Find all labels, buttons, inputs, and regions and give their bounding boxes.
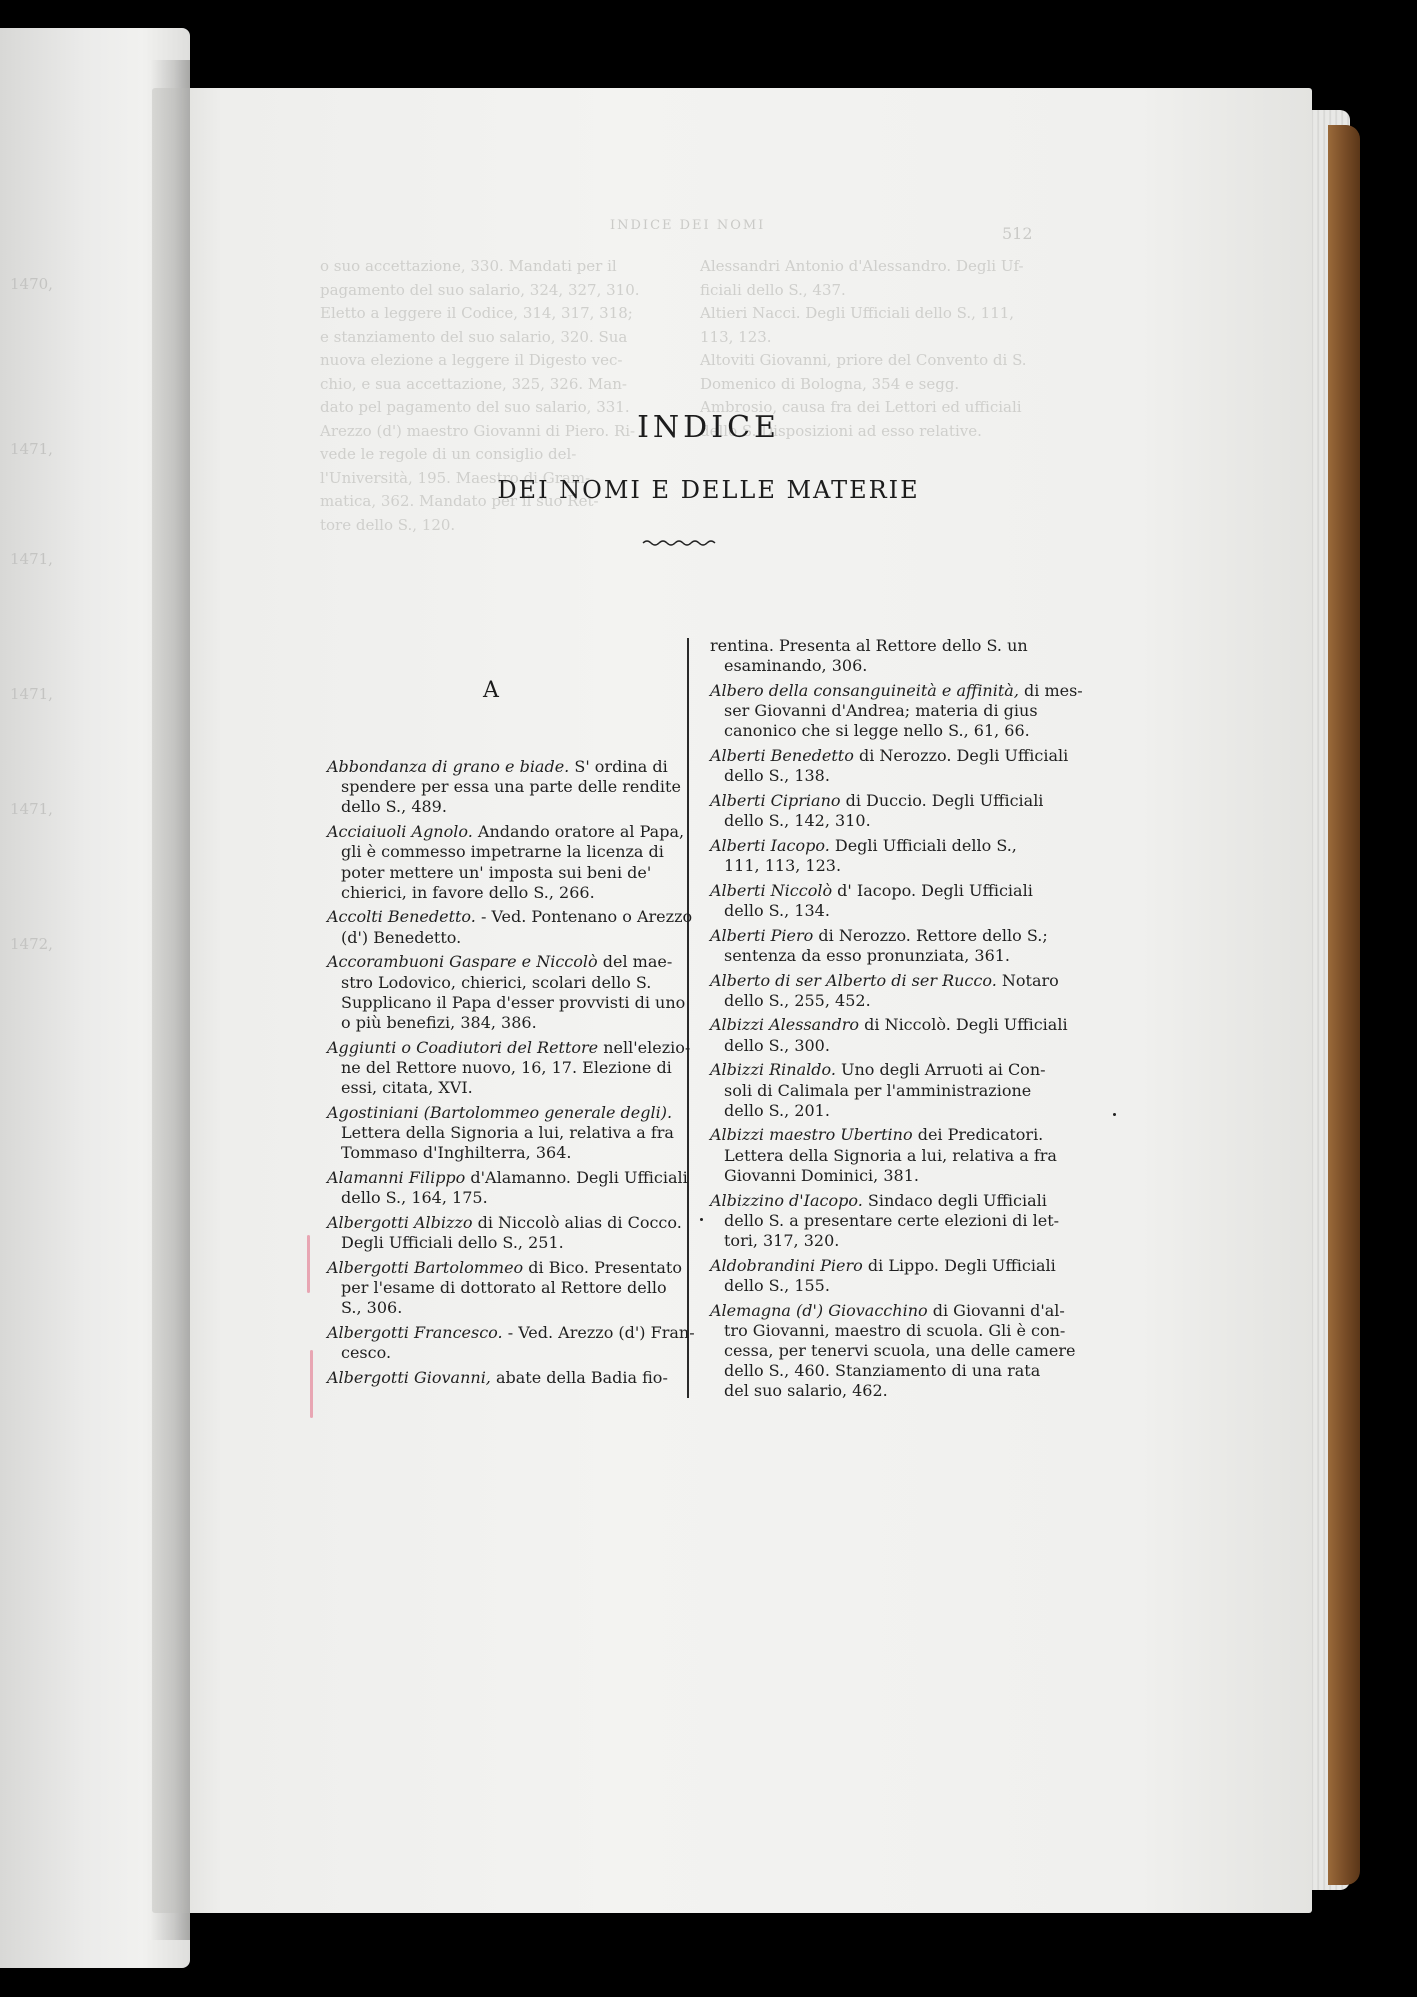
index-entry-line (327, 1233, 667, 1253)
index-entry (710, 1060, 1046, 1121)
index-entry (710, 1125, 1057, 1186)
index-entry-text: dello S., 201. (724, 1100, 830, 1120)
index-entry-line (327, 1078, 667, 1098)
index-entry-text: essi, citata, XVI. (341, 1078, 473, 1098)
showthrough-text-right: Alessandri Antonio d'Alessandro. Degli Uf- ficiali dello S., 437. Altieri Nacci. Degli Ufficiali dello S., 111, 113, 123. Altoviti Giovanni, priore del Convento di S. Domenico di Bologna, 354 e segg. Ambrosio, causa fra dei Lettori ed ufficiali dello S. Disposizioni ad esso relative. (700, 257, 1027, 440)
index-entry-line (710, 1300, 1065, 1321)
index-entry-heading: Alberti Cipriano (710, 790, 841, 810)
book-cover-edge (1328, 125, 1360, 1885)
index-entry-text: - Ved. Pontenano o Arezzo (475, 907, 693, 927)
index-entry-text: Notaro (996, 970, 1059, 990)
index-entry-text: rentina. Presenta al Rettore dello S. un (710, 636, 1028, 655)
index-entry-heading: Alberti Niccolò (710, 880, 833, 900)
index-entry-line (327, 863, 667, 883)
index-entry-line (327, 952, 673, 972)
index-entry-line (327, 1212, 682, 1233)
index-entry-text: stro Lodovico, chierici, scolari dello S. (341, 972, 652, 992)
index-entry-text: dello S. a presentare certe elezioni di let- (724, 1210, 1060, 1230)
index-entry-text: di Giovanni d'al- (927, 1300, 1065, 1320)
index-entry (327, 1037, 691, 1099)
red-pencil-mark (307, 1235, 310, 1293)
spine-shadow (150, 60, 190, 1940)
index-entry-line (327, 992, 686, 1013)
index-entry (710, 1015, 1068, 1055)
index-column-right (710, 636, 1083, 1406)
index-entry-text: Andando oratore al Papa, (472, 822, 685, 842)
left-page-bleed: 1472, (10, 935, 53, 953)
index-entry-text: nell'elezio- (598, 1037, 691, 1057)
index-entry-heading: Aggiunti o Coadiutori del Rettore (327, 1037, 599, 1057)
index-entry-text: - Ved. Arezzo (d') Fran- (502, 1322, 695, 1342)
index-entry-line (327, 928, 667, 948)
index-entry-heading: Alemagna (d') Giovacchino (710, 1300, 928, 1320)
index-entry-text: dei Predicatori. (912, 1125, 1044, 1145)
index-entry-text: d'Alamanno. Degli Ufficiali (465, 1167, 688, 1187)
index-entry-text: cesco. (341, 1342, 392, 1362)
index-entry-text: 111, 113, 123. (724, 856, 842, 876)
index-entry-line (710, 1255, 1056, 1276)
index-entry-text: Giovanni Dominici, 381. (724, 1165, 919, 1185)
ink-speck (1113, 1113, 1116, 1116)
index-entry-text: sentenza da esso pronunziata, 361. (724, 945, 1011, 965)
index-entry-text: dello S., 164, 175. (341, 1188, 488, 1208)
index-entry-line (710, 836, 1040, 856)
index-entry-text: Degli Ufficiali dello S., 251. (341, 1232, 564, 1252)
index-entry-heading: Alberto di ser Alberto di ser Rucco. (710, 970, 997, 990)
index-entry-line (327, 883, 667, 903)
index-entry-line (710, 636, 1040, 656)
index-entry-line (710, 1101, 1040, 1121)
left-page-bleed: 1471, (10, 440, 53, 458)
left-page-bleed: 1471, (10, 550, 53, 568)
index-entry (710, 1190, 1060, 1252)
page-title: INDICE (637, 410, 780, 445)
showthrough-page-number: 512 (1002, 224, 1033, 243)
index-entry-text: di Duccio. Degli Ufficiali (840, 790, 1044, 810)
page-subtitle: DEI NOMI E DELLE MATERIE (497, 476, 920, 504)
index-entry-line (327, 842, 667, 862)
wave-ornament-icon (641, 538, 719, 548)
index-entry-text: Degli Ufficiali dello S., (829, 835, 1017, 855)
index-entry (710, 970, 1059, 1011)
index-entry-line (710, 1036, 1040, 1056)
index-entry-line (327, 1037, 691, 1058)
index-entry-heading: Albizzi Alessandro (710, 1015, 860, 1035)
index-entry (327, 1322, 695, 1363)
index-entry-line (327, 797, 667, 817)
index-entry-line (710, 656, 1040, 676)
index-entry-line (710, 1361, 1040, 1381)
index-entry-line (327, 973, 667, 993)
index-entry-text: di Niccolò. Degli Ufficiali (859, 1015, 1068, 1035)
index-entry-text: chierici, in favore dello S., 266. (341, 882, 595, 902)
index-entry-line (710, 881, 1040, 901)
index-entry-line (327, 1322, 695, 1343)
index-entry (710, 680, 1083, 742)
index-entry-text: poter mettere un' imposta sui beni de' (341, 862, 652, 882)
index-entry-text: ser Giovanni d'Andrea; materia di gius (724, 701, 1038, 721)
index-entry-line (710, 901, 1040, 921)
index-entry-text: Sindaco degli Ufficiali (862, 1190, 1047, 1210)
index-column-left (327, 757, 695, 1392)
index-entry-text: d' Iacopo. Degli Ufficiali (832, 880, 1033, 900)
index-entry-text: dello S., 142, 310. (724, 811, 871, 831)
index-entry-line (327, 1278, 667, 1298)
index-entry-line (327, 822, 685, 842)
index-entry-heading: Albizzi maestro Ubertino (710, 1125, 913, 1145)
index-entry-text: di Nerozzo. Rettore dello S.; (813, 925, 1048, 945)
index-entry-line (710, 680, 1083, 701)
index-entry-heading: Acciaiuoli Agnolo. (327, 822, 473, 842)
index-entry-text: dello S., 155. (724, 1275, 830, 1295)
index-entry-line (327, 757, 667, 777)
index-entry-heading: Albizzi Rinaldo. (710, 1060, 836, 1080)
index-entry-text: S., 306. (341, 1298, 403, 1318)
showthrough-header: INDICE DEI NOMI (610, 218, 766, 233)
index-entry-text: esaminando, 306. (724, 656, 868, 676)
index-entry-text: cessa, per tenervi scuola, una delle camere (724, 1341, 1076, 1360)
index-entry-line (327, 1057, 672, 1078)
index-entry-line (710, 1145, 1057, 1166)
index-entry (327, 757, 681, 818)
index-entry-line (710, 1381, 1040, 1401)
index-entry-heading: Alberti Piero (710, 925, 814, 945)
index-entry-heading: Aldobrandini Piero (710, 1255, 863, 1275)
index-entry-text: gli è commesso impetrarne la licenza di (341, 842, 664, 862)
index-entry (710, 925, 1048, 966)
index-entry-text: di mes- (1018, 680, 1083, 700)
index-entry-line (327, 1257, 682, 1278)
index-entry-text: tori, 317, 320. (724, 1230, 840, 1250)
index-entry-heading: Albergotti Giovanni, (327, 1367, 491, 1387)
index-entry-heading: Albergotti Bartolommeo (327, 1257, 524, 1277)
index-entry (710, 746, 1069, 786)
index-entry-line (327, 1343, 667, 1363)
index-entry-line (710, 701, 1040, 721)
index-entry-line (710, 1276, 1040, 1296)
index-entry-text: di Niccolò alias di Cocco. (472, 1212, 682, 1232)
index-entry-text: canonico che si legge nello S., 61, 66. (724, 721, 1030, 741)
index-entry-text: Tommaso d'Inghilterra, 364. (341, 1143, 572, 1163)
index-entry-text: per l'esame di dottorato al Rettore dello (341, 1277, 667, 1297)
index-entry-line (327, 1368, 667, 1388)
index-entry-line (710, 1341, 1076, 1361)
index-entry (327, 822, 685, 903)
ink-speck (700, 1218, 703, 1221)
index-entry-line (710, 1231, 1040, 1251)
index-entry-line (710, 766, 1040, 786)
red-pencil-mark (310, 1350, 313, 1418)
index-entry-heading: Agostiniani (Bartolommeo generale degli). (327, 1102, 673, 1122)
index-entry (710, 836, 1040, 876)
index-entry-line (710, 970, 1059, 991)
index-entry-text: del mae- (597, 952, 673, 972)
index-entry-line (327, 1298, 667, 1318)
index-entry-text: soli di Calimala per l'amministrazione (724, 1080, 1032, 1100)
index-entry-text: di Bico. Presentato (523, 1257, 682, 1277)
left-page-bleed: 1471, (10, 685, 53, 703)
index-entry-text: ne del Rettore nuovo, 16, 17. Elezione di (341, 1057, 672, 1077)
index-entry (710, 1255, 1056, 1296)
index-entry-heading: Accolti Benedetto. (327, 907, 476, 927)
index-entry-line (710, 721, 1040, 741)
section-letter: A (483, 678, 499, 703)
index-entry-line (710, 811, 1040, 831)
index-entry-heading: Accorambuoni Gaspare e Niccolò (327, 952, 598, 972)
index-entry-heading: Albizzino d'Iacopo. (710, 1190, 863, 1210)
index-entry-line (710, 1081, 1040, 1101)
index-entry-line (710, 746, 1069, 766)
index-entry-heading: Albergotti Francesco. (327, 1322, 503, 1342)
index-entry-line (327, 1013, 667, 1033)
index-entry-line (327, 1167, 688, 1188)
index-entry (710, 790, 1044, 831)
index-entry-line (327, 1122, 674, 1143)
index-entry-text: di Lippo. Degli Ufficiali (862, 1255, 1056, 1275)
index-entry-text: Uno degli Arruoti ai Con- (835, 1060, 1046, 1080)
index-entry-heading: Abbondanza di grano e biade. (327, 757, 570, 776)
index-entry-line (710, 946, 1040, 966)
index-entry-line (327, 907, 693, 927)
index-entry-heading: Alberti Iacopo. (710, 835, 830, 855)
index-entry (327, 952, 686, 1033)
index-entry-text: Lettera della Signoria a lui, relativa a fra (341, 1122, 674, 1142)
index-entry-line (710, 1210, 1060, 1231)
index-entry (327, 907, 693, 947)
index-entry-text: dello S., 134. (724, 900, 830, 920)
index-entry-text: di Nerozzo. Degli Ufficiali (853, 746, 1069, 766)
index-entry-line (710, 1166, 1040, 1186)
index-entry-text: dello S., 300. (724, 1035, 830, 1055)
index-entry-line (710, 991, 1040, 1011)
index-entry-heading: Albergotti Albizzo (327, 1212, 473, 1232)
showthrough-text-left: o suo accettazione, 330. Mandati per il pagamento del suo salario, 324, 327, 310. Eletto a leggere il Codice, 314, 317, 318; e stanziamento del suo salario, 320. Sua nuova elezione a leggere il Digesto vec- chio, e sua accettazione, 325, 326. Man- dato pel pagamento del suo salario, 331. Arezzo (d') maestro Giovanni di Piero. Ri- vede le regole di un consiglio del- l'Università, 195. Maestro di Gram- matica, 362. Mandato per il suo Ret- tore dello S., 120. (320, 257, 640, 534)
index-entry-text: del suo salario, 462. (724, 1381, 888, 1401)
index-entry-line (327, 1143, 667, 1163)
index-entry-text: dello S., 460. Stanziamento di una rata (724, 1361, 1041, 1381)
index-entry-heading: Albero della consanguineità e affinità, (710, 680, 1019, 700)
index-entry-text: abate della Badia fio- (490, 1367, 668, 1387)
index-entry-line (327, 1102, 673, 1123)
index-entry (710, 1300, 1076, 1402)
index-entry-line (327, 777, 681, 797)
index-entry-line (710, 1060, 1046, 1080)
index-entry (710, 636, 1040, 676)
index-entry (327, 1368, 667, 1388)
index-entry-text: dello S., 138. (724, 766, 830, 786)
index-entry (327, 1257, 682, 1319)
index-entry-line (710, 1015, 1068, 1035)
index-entry-text: o più benefizi, 384, 386. (341, 1012, 537, 1032)
index-entry-line (710, 856, 1040, 876)
index-entry (327, 1102, 674, 1164)
index-entry (327, 1167, 688, 1208)
index-entry-line (710, 925, 1048, 946)
index-entry-text: Supplicano il Papa d'esser provvisti di uno (341, 992, 686, 1012)
column-divider (687, 638, 689, 1398)
index-entry-text: Lettera della Signoria a lui, relativa a fra (724, 1145, 1057, 1165)
index-entry-line (710, 1125, 1044, 1145)
index-entry-line (710, 1190, 1047, 1211)
index-entry-text: S' ordina di (569, 757, 668, 776)
left-page-bleed: 1470, (10, 275, 53, 293)
index-entry-heading: Alamanni Filippo (327, 1167, 466, 1187)
index-entry-line (710, 1320, 1066, 1341)
index-entry-line (327, 1188, 667, 1208)
index-entry (710, 881, 1040, 921)
index-entry (327, 1212, 682, 1253)
index-entry-text: tro Giovanni, maestro di scuola. Gli è con- (724, 1320, 1066, 1340)
index-entry-text: (d') Benedetto. (341, 927, 462, 947)
index-entry-line (710, 790, 1044, 811)
index-entry-text: spendere per essa una parte delle rendite (341, 777, 681, 797)
index-entry-text: dello S., 255, 452. (724, 990, 871, 1010)
index-entry-heading: Alberti Benedetto (710, 746, 854, 766)
left-page-bleed: 1471, (10, 800, 53, 818)
index-entry-text: dello S., 489. (341, 797, 447, 817)
